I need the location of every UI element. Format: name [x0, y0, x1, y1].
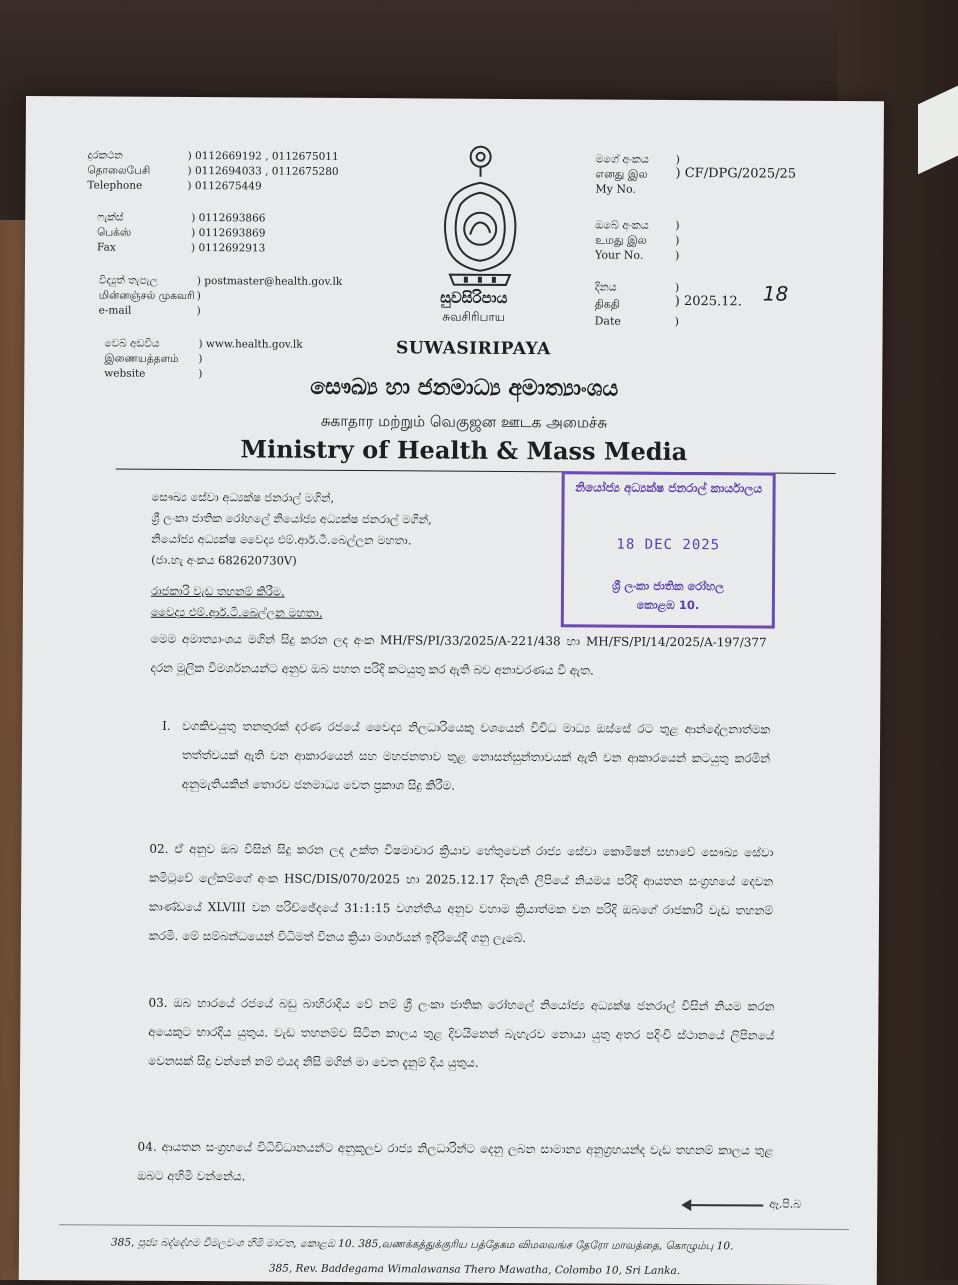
date-value: ) 2025.12. [674, 293, 742, 310]
item-text: වගකිවයුතු තනතුරක් දරණ රජයේ වෛද්‍ය නිලධාරියෙකු වශයෙන් විවිධ මාධ්‍ය ඔස්සේ රට තුළ ආන්දෝලනාත්මක තත්ත්වයක් ඇති වන ආකාරයෙන් සහ මහජනතාව තුළ නොසන්සුන්තාවයක් ඇති වන ආකාරයෙන් කටයුතු කරමින් අනුමැතියකින් තොරව ජනමාධ්‍ය වෙත ප්‍රකාශ සිදු කිරීම. [181, 718, 771, 793]
stamp-office: නියෝජ්‍ය අධ්‍යක්ෂ ජනරාල් කාර්යාලය [575, 480, 763, 496]
email-label-ta: மின்னஞ்சல் முகவரி [98, 289, 195, 303]
paragraph-03: 03. ඔබ හාරයේ රජයේ බඩු බාහිරාදිය වේ නම් ශ්‍රී ලංකා ජාතික රෝහලේ නියෝජ්‍ය අධ්‍යක්ෂ ජනරාල් විසින් නියම කරන අයෙකුට භාරදිය යුතුය. වැඩ තහනම්ව සිටින කාලය තුළ දිවයිනෙන් බැහැරව නොයා යුතු අතර පදිංචි ස්ථානයේ ලිපිනයේ වෙනසක් සිදු වන්නේ නම් එයද නිසි මගින් මා වෙත දැනුම් දිය යුතුය. [148, 995, 775, 1070]
recipient-address [151, 487, 572, 574]
fax-value-2: ) 0112693869 [191, 227, 266, 240]
stamp-place-line1: ශ්‍රී ලංකා ජාතික රෝහල [612, 578, 724, 594]
website-label-si: වෙබ් අඩවිය [104, 337, 160, 350]
ministry-name-tamil: சுகாதார மற்றும் வெகுஜன ஊடக அமைச்சு [320, 411, 608, 432]
your-no-value-1: ) [675, 218, 680, 232]
website-value-2: ) [198, 353, 203, 366]
footer-address-si-ta: 385, පූජ්‍ය බද්දේගම විමලවංශ හිමි මාවත, කොළඹ 10. 385,வணக்கத்துக்குரிய பத்தேகம விமலவங்ச தேரோ மாவத்தை, கொழும்பு 10. [110, 1236, 734, 1253]
stamp-place-line2: කොළඹ 10. [636, 597, 700, 613]
footer-divider [59, 1224, 849, 1230]
paragraph-02: 02. ඒ අනුව ඔබ විසින් සිදු කරන ලද උක්ත විෂමාචාර ක්‍රියාව හේතුවෙන් රාජ්‍ය සේවා කොමිෂන් සභාවේ සෞඛ්‍ය සේවා කමිටුවේ ලේකම්ගේ අංක HSC/DIS/070/2025 හා 2025.12.17 දිනැති ලිපියේ නියමය පරිදි ආයතන සංග්‍රහයේ දෙවන කාණ්ඩයේ XLVIII වන පරිච්ඡේදයේ 31:1:15 වගන්තිය අනුව වහාම ක්‍රියාත්මක වන පරිදි ඔබගේ රාජකාරි වැඩ තහනම් කරමි. මේ සම්බන්ධයෙන් විධිමත් විනය ක්‍රියා මාර්ගයන් ඉදිරියේදී ගනු ලැබේ. [148, 841, 774, 946]
date-label-si: දිනය [594, 280, 617, 294]
ministry-name-english: Ministry of Health & Mass Media [240, 434, 688, 467]
fax-label-en: Fax [97, 241, 116, 254]
website-label-en: website [104, 367, 146, 380]
address-line: නියෝජ්‍ය අධ්‍යක්ෂ වෛද්‍ය එම්.ආර්.ටී.බෙල්ලන මහතා. [151, 531, 412, 548]
letter-page [19, 96, 884, 1285]
my-no-label-en: My No. [595, 182, 637, 196]
crest-title-english: SUWASIRIPAYA [396, 338, 551, 360]
crest-title-sinhala: සුවසිරිපාය [440, 288, 508, 307]
paragraph-item-1 [162, 712, 771, 803]
date-value-1: ) [674, 280, 680, 294]
your-no-label-si: ඔබේ අංකය [595, 218, 649, 232]
signature-note: ඈ.පි.බ [769, 1197, 802, 1211]
contact-block [86, 148, 348, 400]
paragraph-04: 04. ආයතන සංග්‍රහයේ විධිවිධානයන්ට අනුකූලව රාජ්‍ය නිලධාරින්ට දෙනු ලබන සාමාන්‍ය අනුග්‍රහයන්ද වැඩ තහනම් කාලය තුළ ඔබට අහිමි වන්නේය. [137, 1139, 774, 1184]
your-no-label-ta: உமது இல [595, 233, 647, 247]
fax-label-si: ෆැක්ස් [97, 211, 124, 224]
email-value-3: ) [196, 305, 201, 318]
telephone-value-1: ) 0112669192 , 0112675011 [187, 149, 339, 163]
address-line: ශ්‍රී ලංකා ජාතික රෝහලේ නියෝජ්‍ය අධ්‍යක්ෂ ජනරාල් මගින්, [151, 510, 432, 527]
received-stamp [561, 471, 776, 628]
stamp-date: 18 DEC 2025 [616, 536, 721, 554]
crest-title-tamil: சுவசிரிபாய [442, 309, 506, 324]
telephone-value-2: ) 0112694033 , 0112675280 [187, 164, 339, 178]
telephone-value-3: ) 0112675449 [187, 179, 262, 193]
date-handwritten-day: 18 [762, 281, 789, 306]
subject-line: රාජකාරි වැඩ තහනම් කිරීම. [150, 583, 285, 599]
date-label-ta: திகதி [594, 297, 620, 311]
my-no-label-ta: எனது இல [595, 167, 648, 181]
telephone-group [87, 148, 348, 193]
email-label-en: e-mail [98, 304, 132, 317]
telephone-label-si: දුරකථන [87, 149, 123, 162]
paragraph-intro: මෙම අමාත්‍යාංශය මගින් සිදු කරන ලද අංක MH/FS/PI/33/2025/A-221/438 හා MH/FS/PI/14/2025/A-197/377 දරන මූලික විමර්ශනයන්ට අනුව ඔබ පහත පරිදි කටයුතු කර ඇති බව අනාවරණය වී ඇත. [150, 631, 767, 678]
email-label-si: විද්‍යුත් තැපැල [98, 274, 158, 287]
arrow-left-icon [689, 1204, 763, 1206]
email-value-2: ) [196, 290, 201, 303]
website-label-ta: இணையத்தளம் [104, 352, 179, 365]
letter-subject [151, 581, 571, 626]
address-line: සෞඛ්‍ය සේවා අධ්‍යක්ෂ ජනරාල් මගින්, [151, 489, 335, 505]
telephone-label-ta: தொலைபேசி [87, 164, 151, 177]
website-value-3: ) [198, 368, 203, 381]
subject-line: වෛද්‍ය එම්.ආර්.ටී.බෙල්ලන මහතා. [150, 604, 323, 620]
date-value-3: ) [674, 314, 679, 328]
fax-value-3: ) 0112692913 [191, 242, 266, 255]
item-number: I. [162, 718, 171, 733]
your-no-label-en: Your No. [594, 248, 644, 262]
telephone-label-en: Telephone [87, 179, 143, 192]
my-no-label-si: මගේ අංකය [595, 152, 649, 166]
date-label-en: Date [594, 314, 621, 328]
your-no-value-3: ) [674, 248, 680, 262]
footer-address-en: 385, Rev. Baddegama Wimalawansa Thero Mawatha, Colombo 10, Sri Lanka. [268, 1262, 681, 1278]
fax-label-ta: பெக்ஸ் [97, 226, 132, 239]
my-no-value: ) CF/DPG/2025/25 [675, 165, 797, 182]
my-no-value-1: ) [675, 152, 680, 166]
ministry-name-sinhala: සෞඛ්‍ය හා ජනමාධ්‍ය අමාත්‍යාංශය [310, 373, 619, 402]
your-no-value-2: ) [675, 233, 680, 247]
email-value: ) postmaster@health.gov.lk [196, 275, 343, 288]
fax-value-1: ) 0112693866 [191, 212, 266, 225]
address-line: (ජා.හැ අංකය 682620730V) [151, 552, 297, 568]
website-value: ) www.health.gov.lk [198, 338, 303, 351]
desk-background-top [0, 0, 958, 95]
reference-block [594, 151, 855, 393]
sri-lanka-emblem-icon [430, 138, 531, 289]
